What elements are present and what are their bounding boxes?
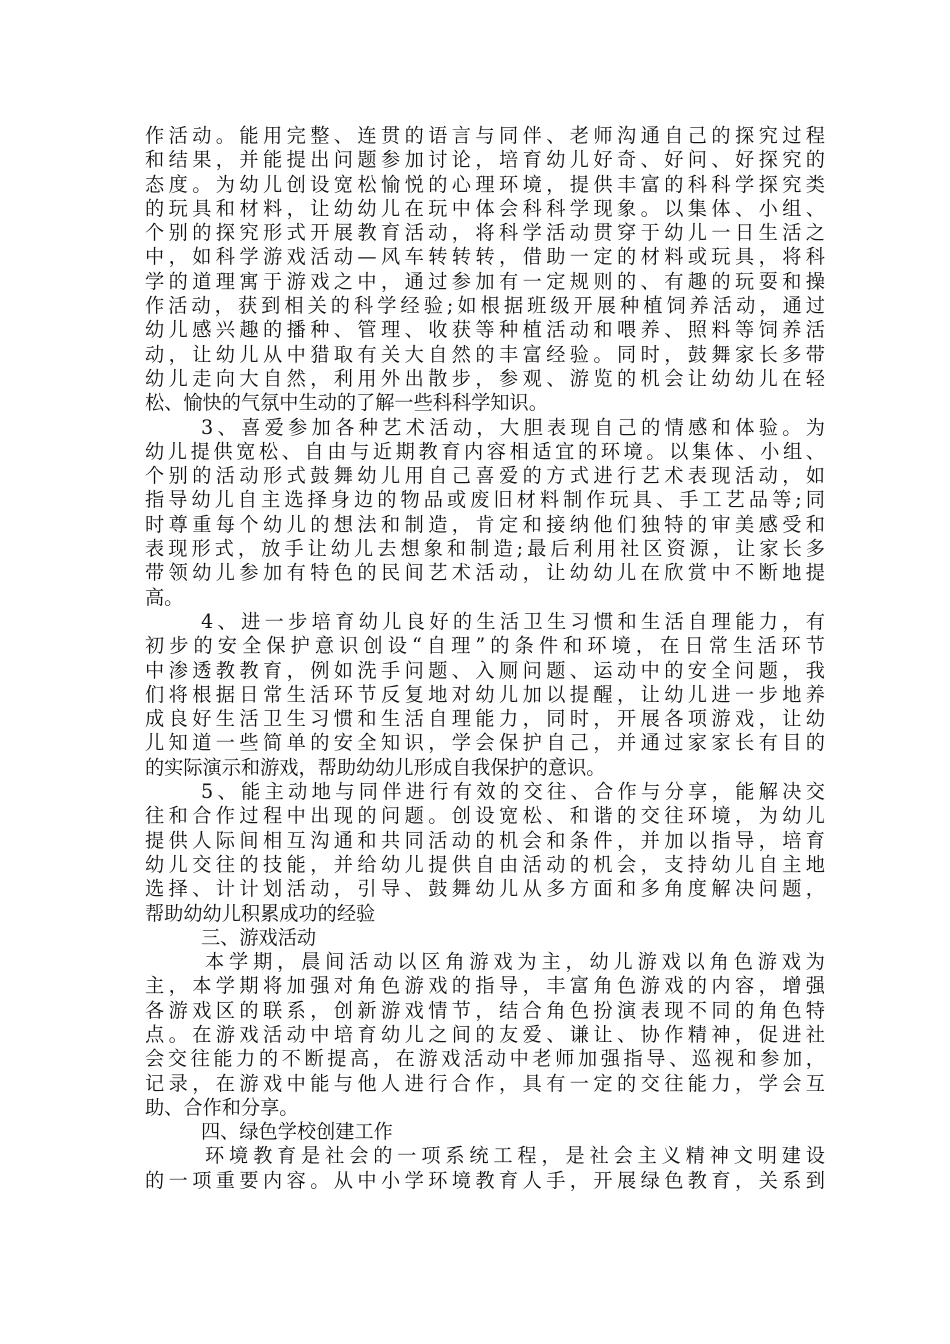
text-line: 主，本学期将加强对角色游戏的指导，丰富角色游戏的内容，增强 [145,974,825,998]
text-line: 助、合作和分享。 [145,1095,299,1119]
document-page [145,124,825,1193]
text-line: 作活动。能用完整、连贯的语言与同伴、老师沟通自己的探究过程 [145,124,825,147]
text-line: 中渗透教教育，例如洗手问题、入厕问题、运动中的安全问题，我 [145,658,825,682]
text-line: 儿知道一些简单的安全知识，学会保护自己，并通过家家长有目的 [145,731,825,755]
text-line: 带领幼儿参加有特色的民间艺术活动，让幼幼儿在欣赏中不断地提 [145,561,825,585]
text-line: 高。 [145,585,184,609]
text-line: 个别的活动形式鼓舞幼儿用自己喜爱的方式进行艺术表现活动，如 [145,464,825,488]
text-line: 选择、计计划活动，引导、鼓舞幼儿从多方面和多角度解决问题， [145,877,825,901]
text-line: 们将根据日常生活环节反复地对幼儿加以提醒，让幼儿进一步地养 [145,682,825,706]
text-line: 的实际演示和游戏，帮助幼幼儿形成自我保护的意识。 [145,755,606,779]
paragraph-4-start: 4、进一步培育幼儿良好的生活卫生习惯和生活自理能力，有 [201,609,825,633]
text-line: 学的道理寓于游戏之中，通过参加有一定规则的、有趣的玩耍和操 [145,269,825,293]
text-line: 中，如科学游戏活动—风车转转转，借助一定的材料或玩具，将科 [145,245,825,269]
text-line: 帮助幼幼儿积累成功的经验 [145,901,376,925]
text-line: 往和合作过程中出现的问题。创设宽松、和谐的交往环境，为幼儿 [145,804,825,828]
paragraph-games-start: 本学期，晨间活动以区角游戏为主，幼儿游戏以角色游戏为 [205,950,825,974]
text-line: 幼儿提供宽松、自由与近期教育内容相适宜的环境。以集体、小组、 [145,439,825,463]
text-line: 会交往能力的不断提高，在游戏活动中老师加强指导、巡视和参加， [145,1047,825,1071]
text-line: 幼儿走向大自然，利用外出散步，参观、游览的机会让幼幼儿在轻 [145,366,825,390]
text-line: 指导幼儿自主选择身边的物品或废旧材料制作玩具、手工艺品等;同 [145,488,825,512]
text-line: 松、愉快的气氛中生动的了解一些科科学知识。 [145,391,548,415]
text-line: 点。在游戏活动中培育幼儿之间的友爱、谦让、协作精神，促进社 [145,1022,825,1046]
text-line: 幼儿交往的技能，并给幼儿提供自由活动的机会，支持幼儿自主地 [145,852,825,876]
text-line: 作活动，获到相关的科学经验;如根据班级开展种植饲养活动，通过 [145,294,825,318]
text-line: 提供人际间相互沟通和共同活动的机会和条件，并加以指导，培育 [145,828,825,852]
text-line: 和结果，并能提出问题参加讨论，培育幼儿好奇、好问、好探究的 [145,148,825,172]
text-line: 幼儿感兴趣的播种、管理、收获等种植活动和喂养、照料等饲养活 [145,318,825,342]
text-line: 的玩具和材料，让幼幼儿在玩中体会科科学现象。以集体、小组、 [145,196,825,220]
text-line: 态度。为幼儿创设宽松愉悦的心理环境，提供丰富的科科学探究类 [145,172,825,196]
paragraph-3-start: 3、喜爱参加各种艺术活动，大胆表现自己的情感和体验。为 [201,415,825,439]
paragraph-5-start: 5、能主动地与同伴进行有效的交往、合作与分享，能解决交 [201,780,825,804]
text-line: 的一项重要内容。从中小学环境教育人手，开展绿色教育，关系到 [145,1168,825,1192]
text-line: 记录，在游戏中能与他人进行合作，具有一定的交往能力，学会互 [145,1071,825,1095]
paragraph-green-start: 环境教育是社会的一项系统工程，是社会主义精神文明建设 [205,1144,825,1168]
text-line: 个别的探究形式开展教育活动，将科学活动贯穿于幼儿一日生活之 [145,221,825,245]
text-line: 时尊重每个幼儿的想法和制造，肯定和接纳他们独特的审美感受和 [145,512,825,536]
text-line: 动，让幼儿从中猎取有关大自然的丰富经验。同时，鼓舞家长多带 [145,342,825,366]
text-line: 各游戏区的联系，创新游戏情节，结合角色扮演表现不同的角色特 [145,998,825,1022]
text-line: 成良好生活卫生习惯和生活自理能力，同时，开展各项游戏，让幼 [145,707,825,731]
section-heading-green-school: 四、绿色学校创建工作 [201,1120,393,1144]
text-line: 表现形式，放手让幼儿去想象和制造;最后利用社区资源，让家长多 [145,537,825,561]
text-line: 初步的安全保护意识创设“自理”的条件和环境，在日常生活环节 [145,634,825,658]
section-heading-games: 三、游戏活动 [201,925,317,949]
